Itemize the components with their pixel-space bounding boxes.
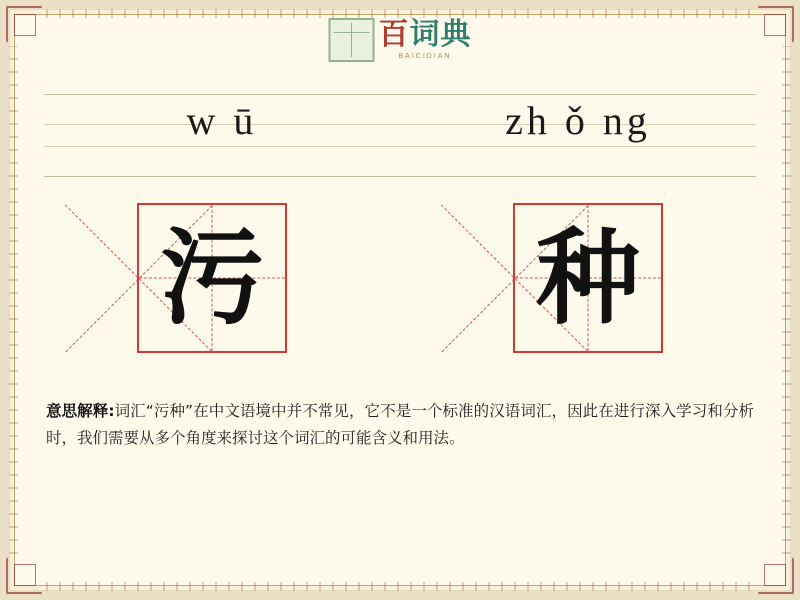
- explanation-body: 词汇“污种”在中文语境中并不常见，它不是一个标准的汉语词汇，因此在进行深入学习和分析时，我们需要从多个角度来探讨这个词汇的可能含义和用法。: [46, 402, 754, 448]
- site-logo[interactable]: [329, 18, 472, 62]
- seal-stamp-icon: [329, 18, 375, 62]
- pinyin-cell-2: zh ǒ ng: [505, 97, 651, 143]
- logo-subtitle: BAICIDIAN: [398, 53, 452, 60]
- pinyin-cell-1: w ū: [186, 97, 258, 143]
- border-pattern-right: [782, 46, 791, 554]
- character-cell-1: [24, 198, 400, 358]
- staff-line-4: [44, 176, 756, 177]
- border-pattern-bottom: [46, 582, 754, 591]
- border-pattern-left: [9, 46, 18, 554]
- tianzige-grid-2: [513, 203, 663, 353]
- logo-text: [378, 17, 472, 60]
- explanation-block: [46, 398, 754, 452]
- staff-line-3: [44, 146, 756, 147]
- logo-char-right: 词典: [409, 17, 472, 52]
- page-content: [24, 18, 776, 576]
- character-cell-2: [400, 198, 776, 358]
- pinyin-staff: [44, 80, 756, 172]
- tianzige-grid-1: [137, 203, 287, 353]
- character-grid-row: [24, 198, 776, 358]
- logo-char-left: 百: [378, 17, 410, 52]
- pinyin-row: [44, 94, 756, 146]
- character-glyph-2: 种: [535, 217, 640, 339]
- character-glyph-1: 污: [159, 217, 264, 339]
- explanation-label: 意思解释:: [46, 402, 115, 420]
- logo-wordmark: [378, 17, 472, 52]
